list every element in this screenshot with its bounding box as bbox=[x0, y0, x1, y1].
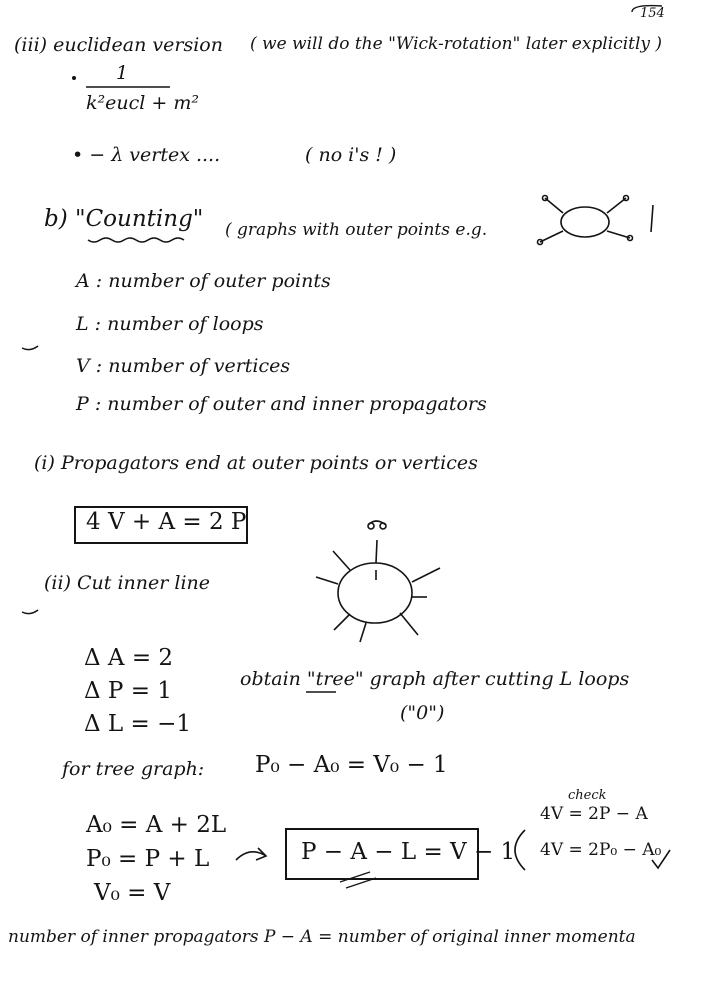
delta-P: Δ P = 1 bbox=[84, 678, 172, 704]
margin-mark bbox=[22, 610, 38, 614]
P0-relation: P₀ = P + L bbox=[86, 846, 210, 872]
counting-underline bbox=[88, 238, 184, 242]
delta-A: Δ A = 2 bbox=[84, 645, 174, 671]
margin-mark bbox=[22, 346, 38, 350]
A0-relation: A₀ = A + 2L bbox=[86, 812, 227, 838]
tree-equation-label: for tree graph: bbox=[62, 758, 205, 780]
counting-note: ( graphs with outer points e.g. bbox=[225, 220, 488, 240]
wick-note: ( we will do the "Wick-rotation" later explicitly ) bbox=[250, 34, 663, 54]
check-label: check bbox=[568, 788, 607, 803]
propagator-denominator: k²eucl + m² bbox=[86, 92, 199, 114]
definition-L: L : number of loops bbox=[76, 313, 264, 335]
bottom-statement: number of inner propagators P − A = number of original inner momenta bbox=[8, 927, 636, 947]
cut-line-diagram bbox=[316, 521, 440, 642]
boxed-equation-2-text: P − A − L = V − 1 bbox=[301, 839, 516, 865]
page-number: 154 bbox=[640, 6, 665, 21]
boxed-equation-1 bbox=[74, 506, 248, 544]
check-equation-2: 4V = 2P₀ − A₀ bbox=[540, 840, 662, 860]
vertex-rule: • − λ vertex .... bbox=[72, 144, 221, 166]
arrow-icon bbox=[236, 848, 266, 860]
delta-L: Δ L = −1 bbox=[84, 711, 191, 737]
definition-P: P : number of outer and inner propagators bbox=[76, 393, 487, 415]
no-i-note: ( no i's ! ) bbox=[305, 144, 397, 166]
bullet-dot bbox=[72, 76, 76, 80]
boxed-equation-2 bbox=[285, 828, 516, 880]
propagator-numerator: 1 bbox=[116, 62, 129, 84]
rule-i: (i) Propagators end at outer points or vertices bbox=[34, 452, 478, 474]
tree-equation: P₀ − A₀ = V₀ − 1 bbox=[255, 752, 448, 778]
tree-note: obtain "tree" graph after cutting L loops bbox=[240, 668, 630, 690]
euclid-header: (iii) euclidean version bbox=[14, 34, 223, 56]
example-graph-diagram bbox=[538, 196, 654, 245]
definition-V: V : number of vertices bbox=[76, 355, 291, 377]
definition-A: A : number of outer points bbox=[76, 270, 331, 292]
boxed-equation-1-text: 4 V + A = 2 P bbox=[86, 509, 247, 535]
check-equation-1: 4V = 2P − A bbox=[540, 804, 648, 824]
V0-relation: V₀ = V bbox=[94, 880, 171, 906]
counting-heading: b) "Counting" bbox=[44, 206, 204, 232]
check-bracket bbox=[515, 830, 525, 870]
tree-subscript-note: ("0") bbox=[400, 702, 445, 724]
rule-ii: (ii) Cut inner line bbox=[44, 572, 211, 594]
